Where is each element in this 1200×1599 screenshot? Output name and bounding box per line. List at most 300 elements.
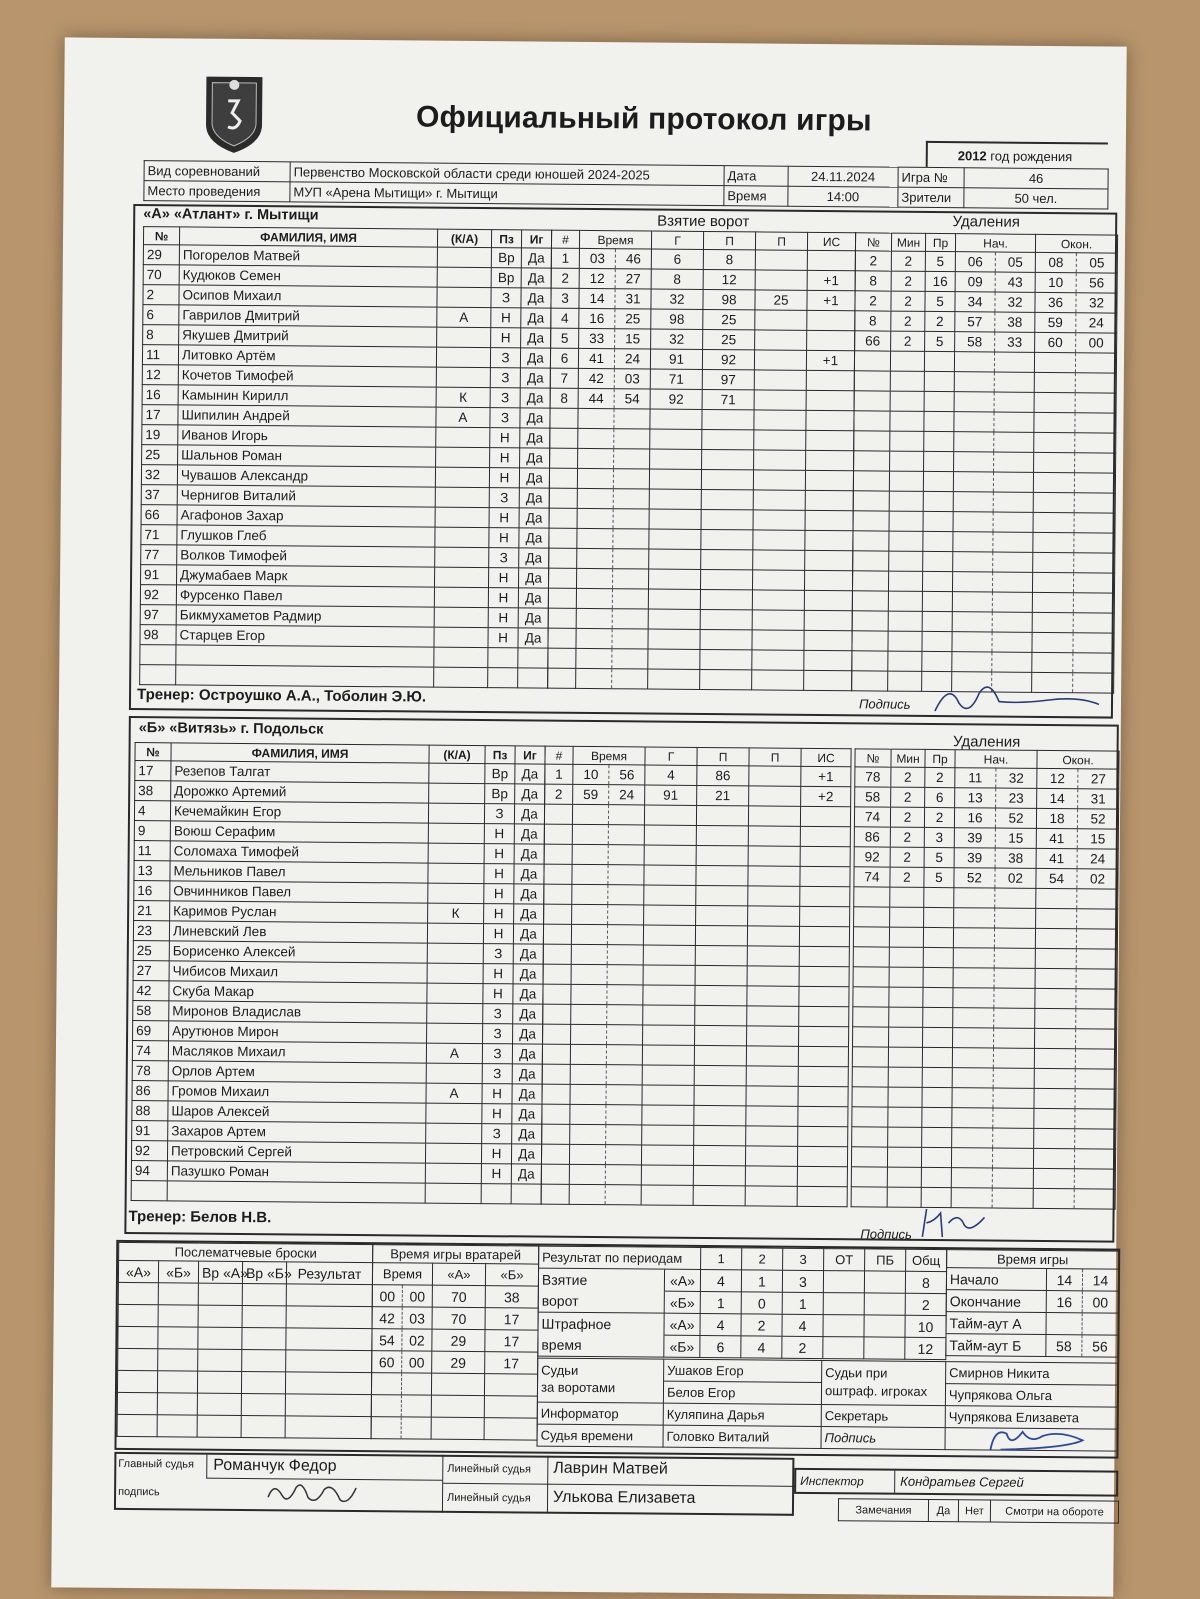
player-position: Н	[488, 588, 518, 608]
empty-cell	[613, 549, 649, 569]
goal-second: 31	[615, 289, 651, 309]
penalty-row-empty	[853, 511, 1115, 533]
penalty-end-min: 41	[1036, 828, 1077, 848]
goal-row-empty	[543, 1024, 849, 1047]
penalty-row-empty	[853, 551, 1115, 573]
empty-cell	[549, 488, 577, 508]
empty-cell	[693, 1165, 745, 1185]
shootout-row-empty	[117, 1392, 371, 1416]
player-number: 71	[141, 525, 177, 545]
empty-cell	[800, 866, 850, 886]
empty-cell	[804, 630, 852, 650]
goalie-time-row	[372, 1307, 538, 1330]
shootout-row-empty	[117, 1414, 371, 1438]
player-name: Дорожко Артемий	[171, 781, 429, 803]
empty-cell	[644, 865, 696, 885]
empty-cell	[576, 648, 612, 668]
goalie-time-row-empty	[371, 1417, 537, 1440]
empty-cell	[481, 1184, 511, 1204]
empty-cell	[745, 1146, 797, 1166]
player-name: Борисенко Алексей	[169, 941, 427, 963]
empty-cell	[993, 472, 1033, 492]
empty-cell	[286, 1284, 372, 1307]
player-number: 92	[140, 585, 176, 605]
empty-cell	[612, 629, 648, 649]
goal-second: 03	[614, 369, 650, 389]
player-name: Камынин Кирилл	[178, 385, 436, 407]
empty-cell	[799, 926, 849, 946]
empty-cell	[853, 987, 889, 1007]
empty-cell	[550, 448, 578, 468]
team-a-roster	[139, 226, 552, 689]
date-value: 24.11.2024	[788, 166, 898, 187]
player-number: 78	[132, 1061, 168, 1081]
period-value: 1	[741, 1270, 782, 1292]
empty-cell	[649, 549, 701, 569]
pim-label-1: Штрафное	[538, 1312, 664, 1335]
empty-cell	[922, 1127, 952, 1147]
empty-cell	[541, 1184, 569, 1204]
player-name: Воюш Серафим	[170, 821, 428, 843]
empty-cell	[1032, 592, 1073, 612]
player-number: 38	[135, 781, 171, 801]
empty-cell	[607, 1005, 643, 1025]
empty-cell	[700, 669, 752, 689]
empty-cell	[805, 570, 853, 590]
empty-cell	[1033, 532, 1074, 552]
goal-minute: 12	[579, 268, 615, 288]
empty-cell	[650, 409, 702, 429]
empty-cell	[614, 429, 650, 449]
empty-cell	[922, 1047, 952, 1067]
penalty-reason: 16	[925, 271, 955, 291]
timeout-a-label: Тайм-аут А	[946, 1312, 1046, 1335]
empty-cell	[701, 489, 753, 509]
empty-cell	[888, 611, 922, 631]
empty-cell	[571, 1024, 607, 1044]
period-value	[864, 1315, 905, 1337]
goal-row-empty	[550, 428, 854, 451]
empty-cell	[649, 469, 701, 489]
player-position: Н	[489, 468, 519, 488]
empty-cell	[572, 884, 608, 904]
player-name: Масляков Михаил	[168, 1041, 426, 1063]
penalty-end-min: 59	[1035, 312, 1076, 332]
goal-situation: +1	[807, 270, 855, 290]
player-name: Джумабаев Марк	[177, 565, 435, 587]
player-number: 11	[134, 841, 170, 861]
empty-cell	[701, 529, 753, 549]
empty-cell	[994, 452, 1034, 472]
player-name: Кечемайкин Егор	[170, 801, 428, 823]
empty-cell	[1077, 889, 1118, 909]
player-position: Н	[484, 904, 514, 924]
empty-cell	[747, 946, 799, 966]
goal-number: 2	[551, 268, 579, 288]
goalie-time-sec: 00	[402, 1285, 432, 1307]
empty-cell	[798, 1086, 848, 1106]
empty-cell	[401, 1417, 431, 1439]
empty-cell	[853, 531, 889, 551]
goal-col-is: ИС	[807, 232, 855, 250]
goalie-a: 70	[432, 1307, 485, 1329]
empty-cell	[888, 1067, 922, 1087]
goal-scorer: 71	[650, 369, 702, 389]
empty-cell	[889, 471, 923, 491]
player-played: Да	[515, 764, 545, 784]
empty-cell	[286, 1328, 372, 1351]
player-played: Да	[514, 804, 544, 824]
empty-cell	[748, 886, 800, 906]
player-played: Да	[513, 924, 543, 944]
empty-cell	[1035, 1008, 1076, 1028]
goal-second: 27	[615, 269, 651, 289]
empty-cell	[696, 805, 748, 825]
empty-cell	[954, 908, 995, 928]
penalty-row	[854, 807, 1118, 829]
empty-cell	[484, 1396, 537, 1418]
empty-cell	[804, 650, 852, 670]
empty-cell	[577, 528, 613, 548]
pen-col-reason: Пр	[925, 749, 955, 767]
player-position: Вр	[491, 248, 521, 268]
empty-cell	[747, 1026, 799, 1046]
empty-cell	[806, 430, 854, 450]
player-played: Да	[513, 984, 543, 1004]
player-played: Да	[518, 588, 548, 608]
linesman-1-label: Линейный судья	[447, 1462, 531, 1476]
player-role	[425, 1163, 481, 1183]
penalty-row	[855, 291, 1117, 313]
penalty-judges-label-2: оштраф. игроках	[824, 1383, 928, 1399]
informer: Куляпина Дарья	[663, 1403, 821, 1426]
birth-year-label: год рождения	[990, 148, 1073, 165]
team-b-sign-label: Подпись	[860, 1226, 912, 1242]
empty-cell	[549, 528, 577, 548]
penalty-start-min: 39	[954, 828, 995, 848]
player-position: Н	[481, 1164, 511, 1184]
empty-cell	[747, 1006, 799, 1026]
empty-cell	[484, 1418, 537, 1440]
period-row	[538, 1334, 946, 1360]
empty-cell	[605, 1145, 641, 1165]
goal-minute: 14	[579, 288, 615, 308]
col-pos: Пз	[485, 746, 515, 764]
shootout-row-empty	[118, 1348, 372, 1372]
goal-number: 4	[551, 308, 579, 328]
empty-cell	[541, 1144, 569, 1164]
goal-scorer: 6	[651, 249, 703, 269]
goal-scorer: 4	[645, 765, 697, 785]
empty-cell	[922, 611, 952, 631]
goal-row-empty	[548, 628, 852, 651]
empty-cell	[954, 432, 994, 452]
goal-row-empty	[548, 668, 852, 691]
remarks-yes[interactable]: Да	[928, 1499, 958, 1521]
empty-cell	[548, 588, 576, 608]
penalty-end-sec: 52	[1077, 809, 1118, 829]
goal-assist-2	[754, 390, 806, 410]
empty-cell	[752, 590, 804, 610]
penalty-row-empty	[854, 431, 1116, 453]
penalty-player: 86	[854, 827, 890, 847]
goal-assist-2	[755, 310, 807, 330]
empty-cell	[853, 471, 889, 491]
game-number-value: 46	[964, 168, 1108, 189]
player-position: Н	[484, 884, 514, 904]
empty-cell	[993, 1068, 1034, 1088]
empty-cell	[853, 491, 889, 511]
penalty-minutes: 2	[890, 867, 924, 887]
empty-cell	[1033, 1188, 1074, 1208]
penalty-reason: 5	[925, 291, 955, 311]
penalty-end-min: 08	[1035, 252, 1076, 272]
col-name: ФАМИЛИЯ, ИМЯ	[179, 227, 437, 247]
empty-cell	[888, 631, 922, 651]
goalie-a: 29	[432, 1351, 485, 1373]
empty-cell	[695, 1025, 747, 1045]
player-position: З	[491, 288, 521, 308]
player-name: Соломаха Тимофей	[170, 841, 428, 863]
linesman-2: Улькова Елизавета	[552, 1488, 696, 1507]
goal-row-empty	[542, 1124, 848, 1147]
period-col-3: 3	[783, 1248, 824, 1270]
game-end-h: 16	[1046, 1291, 1082, 1313]
player-position: Н	[488, 628, 518, 648]
penalty-minutes: 2	[891, 251, 925, 271]
empty-cell	[953, 472, 993, 492]
goal-row-empty	[549, 468, 853, 491]
empty-cell	[993, 492, 1033, 512]
empty-cell	[542, 1044, 570, 1064]
goal-col-time: Время	[573, 746, 645, 765]
empty-cell	[890, 411, 924, 431]
remarks-no[interactable]: Нет	[958, 1500, 990, 1522]
empty-cell	[642, 1105, 694, 1125]
goal-row-empty	[542, 1064, 848, 1087]
penalty-row	[854, 867, 1118, 889]
player-number: 25	[142, 445, 178, 465]
pen-col-reason: Пр	[925, 233, 955, 251]
goal-minute: 03	[579, 248, 615, 268]
empty-cell	[1034, 1128, 1075, 1148]
empty-cell	[650, 429, 702, 449]
player-name: Якушев Дмитрий	[179, 325, 437, 347]
player-number: 25	[133, 941, 169, 961]
empty-cell	[241, 1371, 285, 1393]
empty-cell	[693, 1145, 745, 1165]
goal-row-empty	[548, 648, 852, 671]
empty-cell	[117, 1370, 157, 1392]
penalty-end-min: 18	[1036, 808, 1077, 828]
period-value	[823, 1315, 864, 1337]
empty-cell	[854, 371, 890, 391]
empty-cell	[951, 1148, 992, 1168]
goalie-time-sec: 00	[402, 1351, 432, 1373]
empty-cell	[952, 612, 992, 632]
penalty-start-sec: 52	[995, 808, 1036, 828]
empty-cell	[1074, 533, 1115, 553]
player-position: Вр	[485, 764, 515, 784]
goal-assist-1: 92	[702, 349, 754, 369]
empty-cell	[799, 966, 849, 986]
player-played: Да	[514, 864, 544, 884]
empty-cell	[923, 947, 953, 967]
penalty-row	[855, 331, 1117, 353]
date-label: Дата	[724, 166, 788, 187]
empty-cell	[748, 826, 800, 846]
empty-cell	[1076, 989, 1117, 1009]
empty-cell	[548, 668, 576, 688]
empty-cell	[649, 509, 701, 529]
empty-cell	[994, 352, 1034, 372]
empty-cell	[888, 591, 922, 611]
empty-cell	[702, 409, 754, 429]
player-name: Гаврилов Дмитрий	[179, 305, 437, 327]
empty-cell	[1033, 552, 1074, 572]
periods-title: Результат по периодам	[539, 1246, 701, 1269]
team-b-goals	[541, 746, 852, 1208]
player-role	[436, 367, 490, 387]
team-a-penalties-section-title: Удаления	[952, 213, 1020, 231]
player-played: Да	[514, 844, 544, 864]
goal-situation	[807, 250, 855, 270]
empty-cell	[641, 1165, 693, 1185]
empty-cell	[797, 1166, 847, 1186]
linesman-1: Лаврин Матвей	[553, 1459, 668, 1478]
empty-cell	[804, 590, 852, 610]
empty-cell	[993, 552, 1033, 572]
empty-cell	[648, 649, 700, 669]
empty-cell	[644, 885, 696, 905]
empty-cell	[924, 351, 954, 371]
goal-assist-1: 21	[697, 785, 749, 805]
empty-cell	[572, 824, 608, 844]
empty-cell	[1076, 969, 1117, 989]
empty-cell	[800, 846, 850, 866]
penalty-minutes: 2	[891, 311, 925, 331]
empty-cell	[890, 907, 924, 927]
period-col-ot: ОТ	[824, 1249, 865, 1271]
empty-cell	[550, 428, 578, 448]
empty-cell	[753, 530, 805, 550]
penalty-start-sec: 32	[996, 768, 1037, 788]
empty-cell	[851, 1187, 887, 1207]
penalty-reason: 2	[925, 767, 955, 787]
player-name: Кудюков Семен	[179, 265, 437, 287]
penalty-end-sec: 15	[1077, 829, 1118, 849]
empty-cell	[805, 530, 853, 550]
empty-cell	[753, 570, 805, 590]
protocol-sheet	[51, 37, 1126, 1596]
empty-cell	[612, 669, 648, 689]
empty-cell	[888, 1107, 922, 1127]
goal-scorer: 91	[650, 349, 702, 369]
player-role	[435, 527, 489, 547]
empty-cell	[889, 987, 923, 1007]
goal-row	[551, 328, 855, 351]
goal-scorer: 32	[651, 329, 703, 349]
goal-number: 1	[551, 248, 579, 268]
empty-cell	[434, 667, 488, 687]
empty-cell	[696, 865, 748, 885]
player-position: Н	[483, 924, 513, 944]
empty-cell	[642, 1045, 694, 1065]
player-position: Н	[488, 568, 518, 588]
empty-cell	[889, 967, 923, 987]
empty-cell	[140, 665, 176, 685]
empty-cell	[643, 1005, 695, 1025]
empty-cell	[994, 928, 1035, 948]
empty-cell	[549, 508, 577, 528]
empty-cell	[140, 645, 176, 665]
penalty-row-empty	[852, 631, 1114, 653]
empty-cell	[753, 470, 805, 490]
goal-row-empty	[549, 488, 853, 511]
empty-cell	[952, 632, 992, 652]
empty-cell	[890, 371, 924, 391]
empty-cell	[1035, 988, 1076, 1008]
player-played: Да	[521, 268, 551, 288]
player-number: 88	[132, 1101, 168, 1121]
empty-cell	[650, 449, 702, 469]
empty-cell	[550, 408, 578, 428]
birth-year: 2012	[957, 148, 987, 164]
empty-cell	[889, 1007, 923, 1027]
player-name: Миронов Владислав	[169, 1001, 427, 1023]
empty-cell	[1074, 553, 1115, 573]
empty-cell	[157, 1371, 197, 1393]
goal-assist-2	[754, 370, 806, 390]
empty-cell	[1032, 632, 1073, 652]
empty-cell	[642, 1085, 694, 1105]
player-row-empty	[140, 665, 548, 689]
goal-second: 54	[614, 389, 650, 409]
player-played: Да	[518, 608, 548, 628]
empty-cell	[852, 571, 888, 591]
player-name: Глушков Глеб	[177, 525, 435, 547]
player-name: Арутюнов Мирон	[169, 1021, 427, 1043]
empty-cell	[888, 671, 922, 691]
goal-minute: 59	[573, 784, 609, 804]
empty-cell	[241, 1415, 285, 1437]
empty-cell	[606, 1125, 642, 1145]
penalty-start-sec: 15	[995, 828, 1036, 848]
empty-cell	[1077, 909, 1118, 929]
empty-cell	[614, 409, 650, 429]
player-position: Вр	[491, 268, 521, 288]
player-role	[434, 627, 488, 647]
period-value: 4	[782, 1314, 823, 1336]
referee-label: Главный судья	[118, 1457, 195, 1471]
empty-cell	[994, 988, 1035, 1008]
officials-sign-label: Подпись	[821, 1427, 945, 1450]
empty-cell	[1036, 908, 1077, 928]
empty-cell	[889, 511, 923, 531]
period-value: 1	[700, 1291, 741, 1313]
empty-cell	[890, 351, 924, 371]
goalie-b: 38	[485, 1286, 538, 1308]
player-name: Каримов Руслан	[170, 901, 428, 923]
goal-row-empty	[548, 588, 852, 611]
goalie-time-title: Время игры вратарей	[373, 1245, 539, 1264]
empty-cell	[992, 652, 1032, 672]
player-position: Н	[491, 308, 521, 328]
empty-cell	[158, 1305, 198, 1327]
empty-cell	[693, 1185, 745, 1205]
goalie-b: 17	[485, 1352, 538, 1374]
empty-cell	[1075, 1089, 1116, 1109]
